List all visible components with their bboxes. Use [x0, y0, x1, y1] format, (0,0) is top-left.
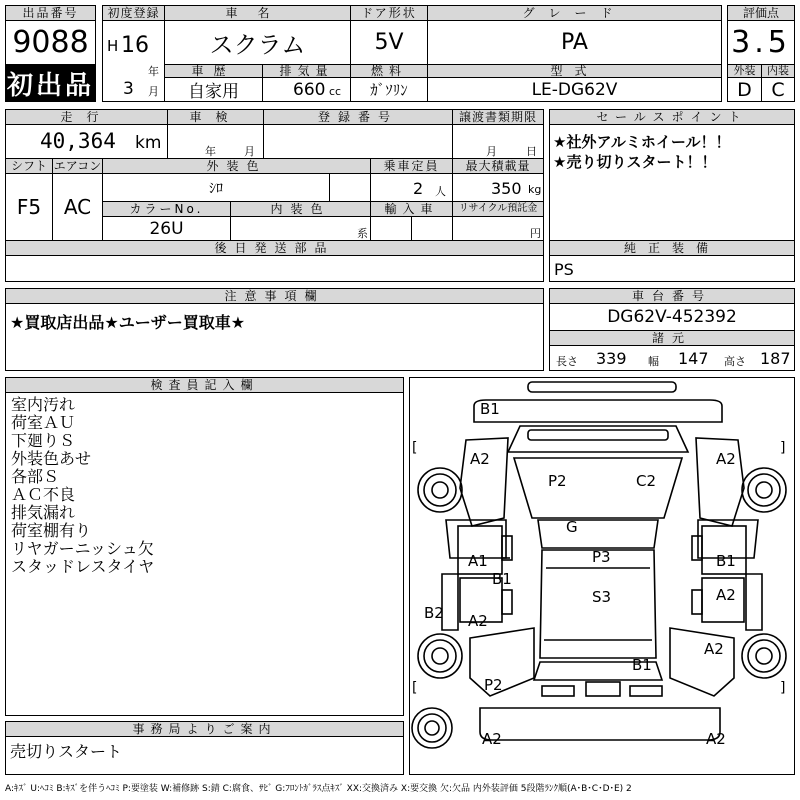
shift-label: シフト: [5, 158, 53, 174]
mark-s3-roof: S3: [592, 588, 612, 606]
era: H: [107, 37, 119, 55]
grade: PA: [561, 30, 588, 55]
shift: F5: [16, 195, 42, 219]
shift-box: [5, 173, 53, 241]
office-notice-box: [5, 736, 404, 775]
import-box-2: [411, 216, 453, 241]
exterior-grade-box: [727, 77, 762, 102]
mark-a2-bumper-right: A2: [706, 730, 726, 748]
recycle-deposit-label: リサイクル預託金: [452, 201, 544, 217]
score-label: 評価点: [727, 5, 795, 21]
inspection-month-unit: 月: [244, 145, 255, 158]
bracket-left-rear: [: [412, 680, 418, 696]
import-label: 輸入車: [370, 201, 453, 217]
door-type: 5V: [374, 30, 404, 55]
grade-box: [427, 20, 722, 65]
inspector-item: 下廻りＳ: [11, 431, 76, 450]
first-registration-box: [102, 20, 165, 102]
inspection-box: [167, 124, 264, 159]
transfer-month-unit: 月: [486, 145, 497, 158]
year-unit: 年: [148, 65, 159, 78]
overall-score: 3.5: [731, 25, 791, 60]
month-unit: 月: [148, 85, 159, 98]
inspector-item: 排気漏れ: [11, 503, 76, 522]
history-label: 車歴: [164, 64, 263, 78]
length-label: 長さ: [556, 355, 578, 368]
interior-color-unit: 系: [357, 227, 368, 240]
mark-a2-bumper-left: A2: [482, 730, 502, 748]
lot-number: 9088: [12, 25, 89, 60]
color-number-box: [102, 216, 231, 241]
sales-point-1: ★社外アルミホイール！！: [553, 133, 731, 151]
notes-text: ★買取店出品★ユーザー買取車★: [10, 313, 246, 332]
displacement: 660: [293, 80, 326, 100]
car-name-box: [164, 20, 351, 65]
registration-number-label: 登録番号: [263, 109, 453, 125]
mark-b2-left-side: B2: [424, 604, 444, 622]
mark-p2-hood: P2: [548, 472, 567, 490]
first-registration-label: 初度登録: [102, 5, 165, 21]
capacity-unit: 人: [435, 185, 446, 198]
displacement-box: [262, 77, 351, 102]
chassis-number-box: [549, 303, 795, 331]
length: 339: [596, 349, 627, 368]
vehicle-history: 自家用: [188, 82, 239, 102]
transfer-day-unit: 日: [526, 145, 537, 158]
history-box: [164, 77, 263, 102]
exterior-color-extra: [329, 173, 371, 202]
capacity-box: [370, 173, 453, 202]
legend: A:ｷｽﾞ U:ﾍｺﾐ B:ｷｽﾞを伴うﾍｺﾐ P:要塗装 W:補修跡 S:錆 C:腐食、ｻﾋﾞ G:ﾌﾛﾝﾄｶﾞﾗｽ点ｷｽﾞ XX:交換済み X:要交換 欠:欠品 内外装評価 5段階ﾗﾝｸ順(A･B･C･D･E) 2: [5, 784, 632, 794]
mileage-box: [5, 124, 168, 159]
lot-number-label: 出品番号: [5, 5, 96, 21]
max-load-unit: kg: [528, 183, 542, 196]
max-load-label: 最大積載量: [452, 158, 544, 174]
mark-b1-right-door: B1: [716, 552, 736, 570]
inspector-item: 荷室ＡＵ: [11, 413, 76, 432]
exterior-grade: D: [737, 78, 752, 101]
mark-p3-roof: P3: [592, 548, 611, 566]
mark-a2-front-left: A2: [470, 450, 490, 468]
inspector-item: スタッドレスタイヤ: [11, 557, 155, 576]
max-load: 350: [491, 179, 522, 198]
mark-a1-left-door: A1: [468, 552, 488, 570]
registration-month: 3: [123, 79, 134, 99]
inspector-item: 室内汚れ: [11, 395, 76, 414]
transfer-deadline-label: 譲渡書類期限: [452, 109, 544, 125]
sales-points-label: セールスポイント: [549, 109, 795, 125]
inspector-item: リヤガーニッシュ欠: [11, 539, 154, 558]
sales-points-box: [549, 124, 795, 241]
mark-g-windshield: G: [566, 518, 578, 536]
office-notice-label: 事務局よりご案内: [5, 721, 404, 737]
first-listing-badge: 初出品: [5, 64, 96, 102]
max-load-box: [452, 173, 544, 202]
mark-a2-right-rear: A2: [704, 640, 724, 658]
bracket-left-front: [: [412, 440, 418, 456]
later-parts-box: [5, 255, 544, 282]
interior-color-box: [230, 216, 371, 241]
car-name-label: 車名: [164, 5, 351, 21]
grade-label: グレード: [427, 5, 722, 21]
interior-grade-label: 内装: [761, 64, 795, 78]
inspection-label: 車検: [167, 109, 264, 125]
chassis-number: DG62V-452392: [607, 307, 737, 327]
model-code-label: 型式: [427, 64, 722, 78]
fuel-type: ｶﾞｿﾘﾝ: [370, 81, 408, 99]
registration-year: 16: [121, 33, 149, 58]
notes-label: 注意事項欄: [5, 288, 544, 304]
sales-point-2: ★売り切りスタート！！: [553, 153, 717, 171]
interior-grade-box: [761, 77, 795, 102]
air-conditioner: AC: [63, 195, 92, 219]
capacity-label: 乗車定員: [370, 158, 453, 174]
inspector-item: 外装色あせ: [11, 449, 92, 468]
width-label: 幅: [648, 355, 659, 368]
mark-b1-left-door: B1: [492, 570, 512, 588]
displacement-label: 排気量: [262, 64, 351, 78]
transfer-deadline-box: [452, 124, 544, 159]
height-label: 高さ: [724, 355, 746, 368]
bracket-right-front: ]: [780, 440, 786, 456]
inspector-item: 各部Ｓ: [11, 467, 60, 486]
chassis-number-label: 車台番号: [549, 288, 795, 304]
car-diagram-box: [409, 377, 795, 775]
mark-a2-left-rear: A2: [468, 612, 488, 630]
registration-number-box: [263, 124, 453, 159]
height: 187: [760, 349, 791, 368]
notes-box: [5, 303, 544, 371]
later-parts-label: 後日発送部品: [5, 240, 544, 256]
car-damage-diagram: [410, 378, 794, 774]
door-type-label: ドア形状: [350, 5, 428, 21]
capacity: 2: [413, 179, 424, 198]
interior-color-label: 内装色: [230, 201, 371, 217]
model-code: LE-DG62V: [531, 79, 618, 100]
door-type-box: [350, 20, 428, 65]
import-box-1: [370, 216, 412, 241]
fuel-box: [350, 77, 428, 102]
displacement-unit: cc: [329, 85, 342, 98]
car-name: スクラム: [209, 31, 306, 59]
interior-grade: C: [771, 78, 785, 101]
air-conditioner-box: [52, 173, 103, 241]
color-number: 26U: [149, 218, 184, 239]
inspector-comments-box: [5, 392, 404, 716]
air-conditioner-label: エアコン: [53, 159, 102, 173]
genuine-equipment: PS: [554, 260, 574, 279]
bracket-right-rear: ]: [780, 680, 786, 696]
exterior-color: ｼﾛ: [209, 180, 223, 197]
genuine-equipment-box: [549, 255, 795, 282]
exterior-color-box: [102, 173, 330, 202]
specs-label: 諸元: [549, 330, 795, 346]
mark-p2-rear-left: P2: [484, 676, 503, 694]
inspection-year-unit: 年: [205, 145, 216, 158]
office-notice: 売切りスタート: [10, 742, 123, 761]
mark-c2-hood: C2: [636, 472, 657, 490]
inspector-comments-label: 検査員記入欄: [5, 377, 404, 393]
mileage-unit: km: [135, 133, 162, 153]
recycle-unit: 円: [530, 227, 541, 240]
mark-b1-rear: B1: [632, 656, 652, 674]
exterior-grade-label: 外装: [727, 64, 762, 78]
exterior-color-label: 外装色: [102, 158, 371, 174]
recycle-deposit-box: [452, 216, 544, 241]
mark-a2-front-right: A2: [716, 450, 736, 468]
score-box: [727, 20, 795, 65]
mileage: 40,364: [40, 129, 116, 153]
mark-a2-right-door: A2: [716, 586, 736, 604]
model-code-box: [427, 77, 722, 102]
width: 147: [678, 349, 709, 368]
inspector-item: ＡＣ不良: [11, 485, 76, 504]
fuel-label: 燃料: [350, 64, 428, 78]
mileage-label: 走行: [5, 109, 168, 125]
inspector-item: 荷室棚有り: [11, 521, 92, 540]
color-number-label: カラーNo.: [102, 201, 231, 217]
mark-b1-front: B1: [480, 400, 500, 418]
genuine-equipment-label: 純正装備: [549, 240, 795, 256]
lot-number-box: [5, 20, 96, 65]
specs-box: [549, 345, 795, 371]
